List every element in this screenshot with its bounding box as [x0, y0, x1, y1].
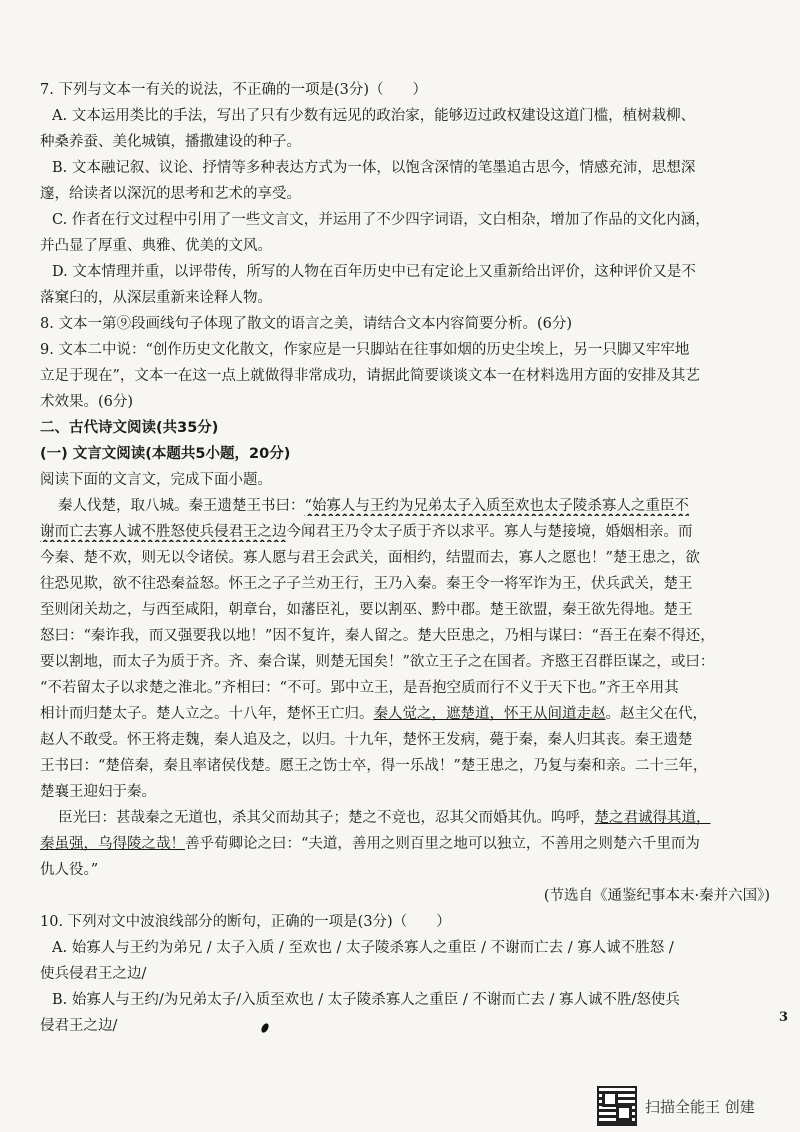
passage-line-8: “不若留太子以求楚之淮北。”齐相曰：“不可。郢中立王，是吾抱空质而行不义于天下也。”齐王卒用其 — [40, 680, 679, 696]
underlined-text: 秦虽强，乌得陵之哉！ — [40, 836, 185, 852]
passage-text: 臣光曰：甚哉秦之无道也，杀其父而劫其子；楚之不竞也，忍其父而婚其仇。呜呼， — [58, 810, 595, 826]
q7-option-a: A. 文本运用类比的手法，写出了只有少数有远见的政治家，能够迈过政权建设这道门槛，植树栽柳、 — [52, 108, 696, 124]
q7-option-c-cont: 并凸显了厚重、典雅、优美的文风。 — [40, 238, 272, 254]
passage-line-2 — [40, 522, 770, 542]
q9-line2: 立足于现在”，文本一在这一点上就做得非常成功，请据此简要谈谈文本一在材料选用方面的安排及其艺 — [40, 368, 700, 384]
passage-line-14 — [40, 834, 770, 854]
passage-line-10: 赵人不敢受。怀王将走魏，秦人追及之，以归。十九年，楚怀王发病，薨于秦，秦人归其丧。秦王遗楚 — [40, 732, 693, 748]
passage-text: 相计而归楚太子。楚人立之。十八年，楚怀王亡归。 — [40, 706, 374, 722]
q10-option-b: B. 始寡人与王约/为兄弟太子/入质至欢也 / 太子陵杀寡人之重臣 / 不谢而亡去 / 寡人诚不胜/怒使兵 — [52, 992, 680, 1008]
q9-line3: 术效果。(6分) — [40, 394, 134, 410]
q7-option-d-cont: 落窠臼的，从深层重新来诠释人物。 — [40, 290, 272, 306]
passage-line-9 — [40, 704, 770, 724]
passage-line-1 — [58, 496, 788, 516]
passage-line-15: 仇人役。” — [40, 862, 99, 878]
q7-option-d: D. 文本情理并重，以评带传，所写的人物在百年历史中已有定论上又重新给出评价，这种评价又是不 — [52, 264, 696, 280]
passage-text: 善乎荀卿论之曰：“夫道，善用之则百里之地可以独立，不善用之则楚六千里而为 — [185, 836, 700, 852]
q9-line1: 9. 文本二中说：“创作历史文化散文，作家应是一只脚站在往事如烟的历史尘埃上，另一只脚又牢牢地 — [40, 342, 690, 358]
subsection-heading: (一) 文言文阅读(本题共5小题，20分) — [40, 446, 291, 462]
section-heading: 二、古代诗文阅读(共35分) — [40, 420, 219, 436]
q10-option-b-cont: 侵君王之边/ — [40, 1018, 118, 1034]
passage-text: 。赵主父在代， — [605, 706, 707, 722]
scanner-watermark — [597, 1086, 755, 1126]
passage-line-6: 怒曰：“秦诈我，而又强要我以地！”因不复许，秦人留之。楚大臣患之，乃相与谋曰：“吾王在秦不得还， — [40, 628, 715, 644]
q7-stem: 7. 下列与文本一有关的说法，不正确的一项是(3分)（ ） — [40, 82, 427, 98]
passage-line-5: 至则闭关劫之，与西至咸阳，朝章台，如藩臣礼，要以割巫、黔中郡。楚王欲盟，秦王欲先得地。楚王 — [40, 602, 693, 618]
passage-line-12: 楚襄王迎妇于秦。 — [40, 784, 156, 800]
passage-source: (节选自《通鉴纪事本末·秦并六国》) — [543, 888, 770, 904]
q10-option-a-cont: 使兵侵君王之边/ — [40, 966, 147, 982]
q7-option-b-cont: 邃，给读者以深沉的思考和艺术的享受。 — [40, 186, 301, 202]
wavy-underline-text: 谢而亡去寡人诚不胜怒使兵侵君王之边 — [40, 524, 287, 540]
passage-line-4: 往恐见欺，欲不往恐秦益怒。怀王之子子兰劝王行，王乃入秦。秦王令一将军诈为王，伏兵武关，楚王 — [40, 576, 693, 592]
q8: 8. 文本一第⑨段画线句子体现了散文的语言之美，请结合文本内容简要分析。(6分) — [40, 316, 572, 332]
passage-line-11: 王书曰：“楚倍秦，秦且率诸侯伐楚。愿王之饬士卒，得一乐战！”楚王患之，乃复与秦和亲。二十三年， — [40, 758, 708, 774]
page-number: 3 — [778, 1010, 788, 1025]
underlined-text: 楚之君诚得其道， — [594, 810, 711, 826]
q7-option-c: C. 作者在行文过程中引用了一些文言文，并运用了不少四字词语，文白相杂，增加了作品的文化内涵， — [52, 212, 710, 228]
underlined-text: 秦人觉之，遮楚道，怀王从间道走赵 — [373, 706, 606, 722]
passage-line-7: 要以割地，而太子为质于齐。齐、秦合谋，则楚无国矣！”欲立王子之在国者。齐愍王召群臣谋之，或曰： — [40, 654, 715, 670]
passage-text: 秦人伐楚，取八城。秦王遗楚王书曰： — [58, 498, 305, 514]
instruction: 阅读下面的文言文，完成下面小题。 — [40, 472, 272, 488]
q10-stem: 10. 下列对文中波浪线部分的断句，正确的一项是(3分)（ ） — [40, 914, 451, 930]
passage-line-3: 今秦、楚不欢，则无以令诸侯。寡人愿与君王会武关，面相约，结盟而去，寡人之愿也！”楚王患之，欲 — [40, 550, 700, 566]
passage-text: 今闻君王乃令太子质于齐以求平。寡人与楚接境，婚姻相亲。而 — [286, 524, 693, 540]
watermark-text: 扫描全能王 创建 — [645, 1097, 755, 1116]
q7-option-a-cont: 种桑养蚕、美化城镇，播撒建设的种子。 — [40, 134, 301, 150]
q10-option-a: A. 始寡人与王约为弟兄 / 太子入质 / 至欢也 / 太子陵杀寡人之重臣 / 不谢而亡去 / 寡人诚不胜怒 / — [52, 940, 674, 956]
passage-line-13 — [58, 808, 788, 828]
wavy-underline-text: “始寡人与王约为兄弟太子入质至欢也太子陵杀寡人之重臣不 — [304, 498, 689, 514]
qr-code-icon — [597, 1086, 637, 1126]
q7-option-b: B. 文本融记叙、议论、抒情等多种表达方式为一体，以饱含深情的笔墨追古思今，情感充沛，思想深 — [52, 160, 696, 176]
